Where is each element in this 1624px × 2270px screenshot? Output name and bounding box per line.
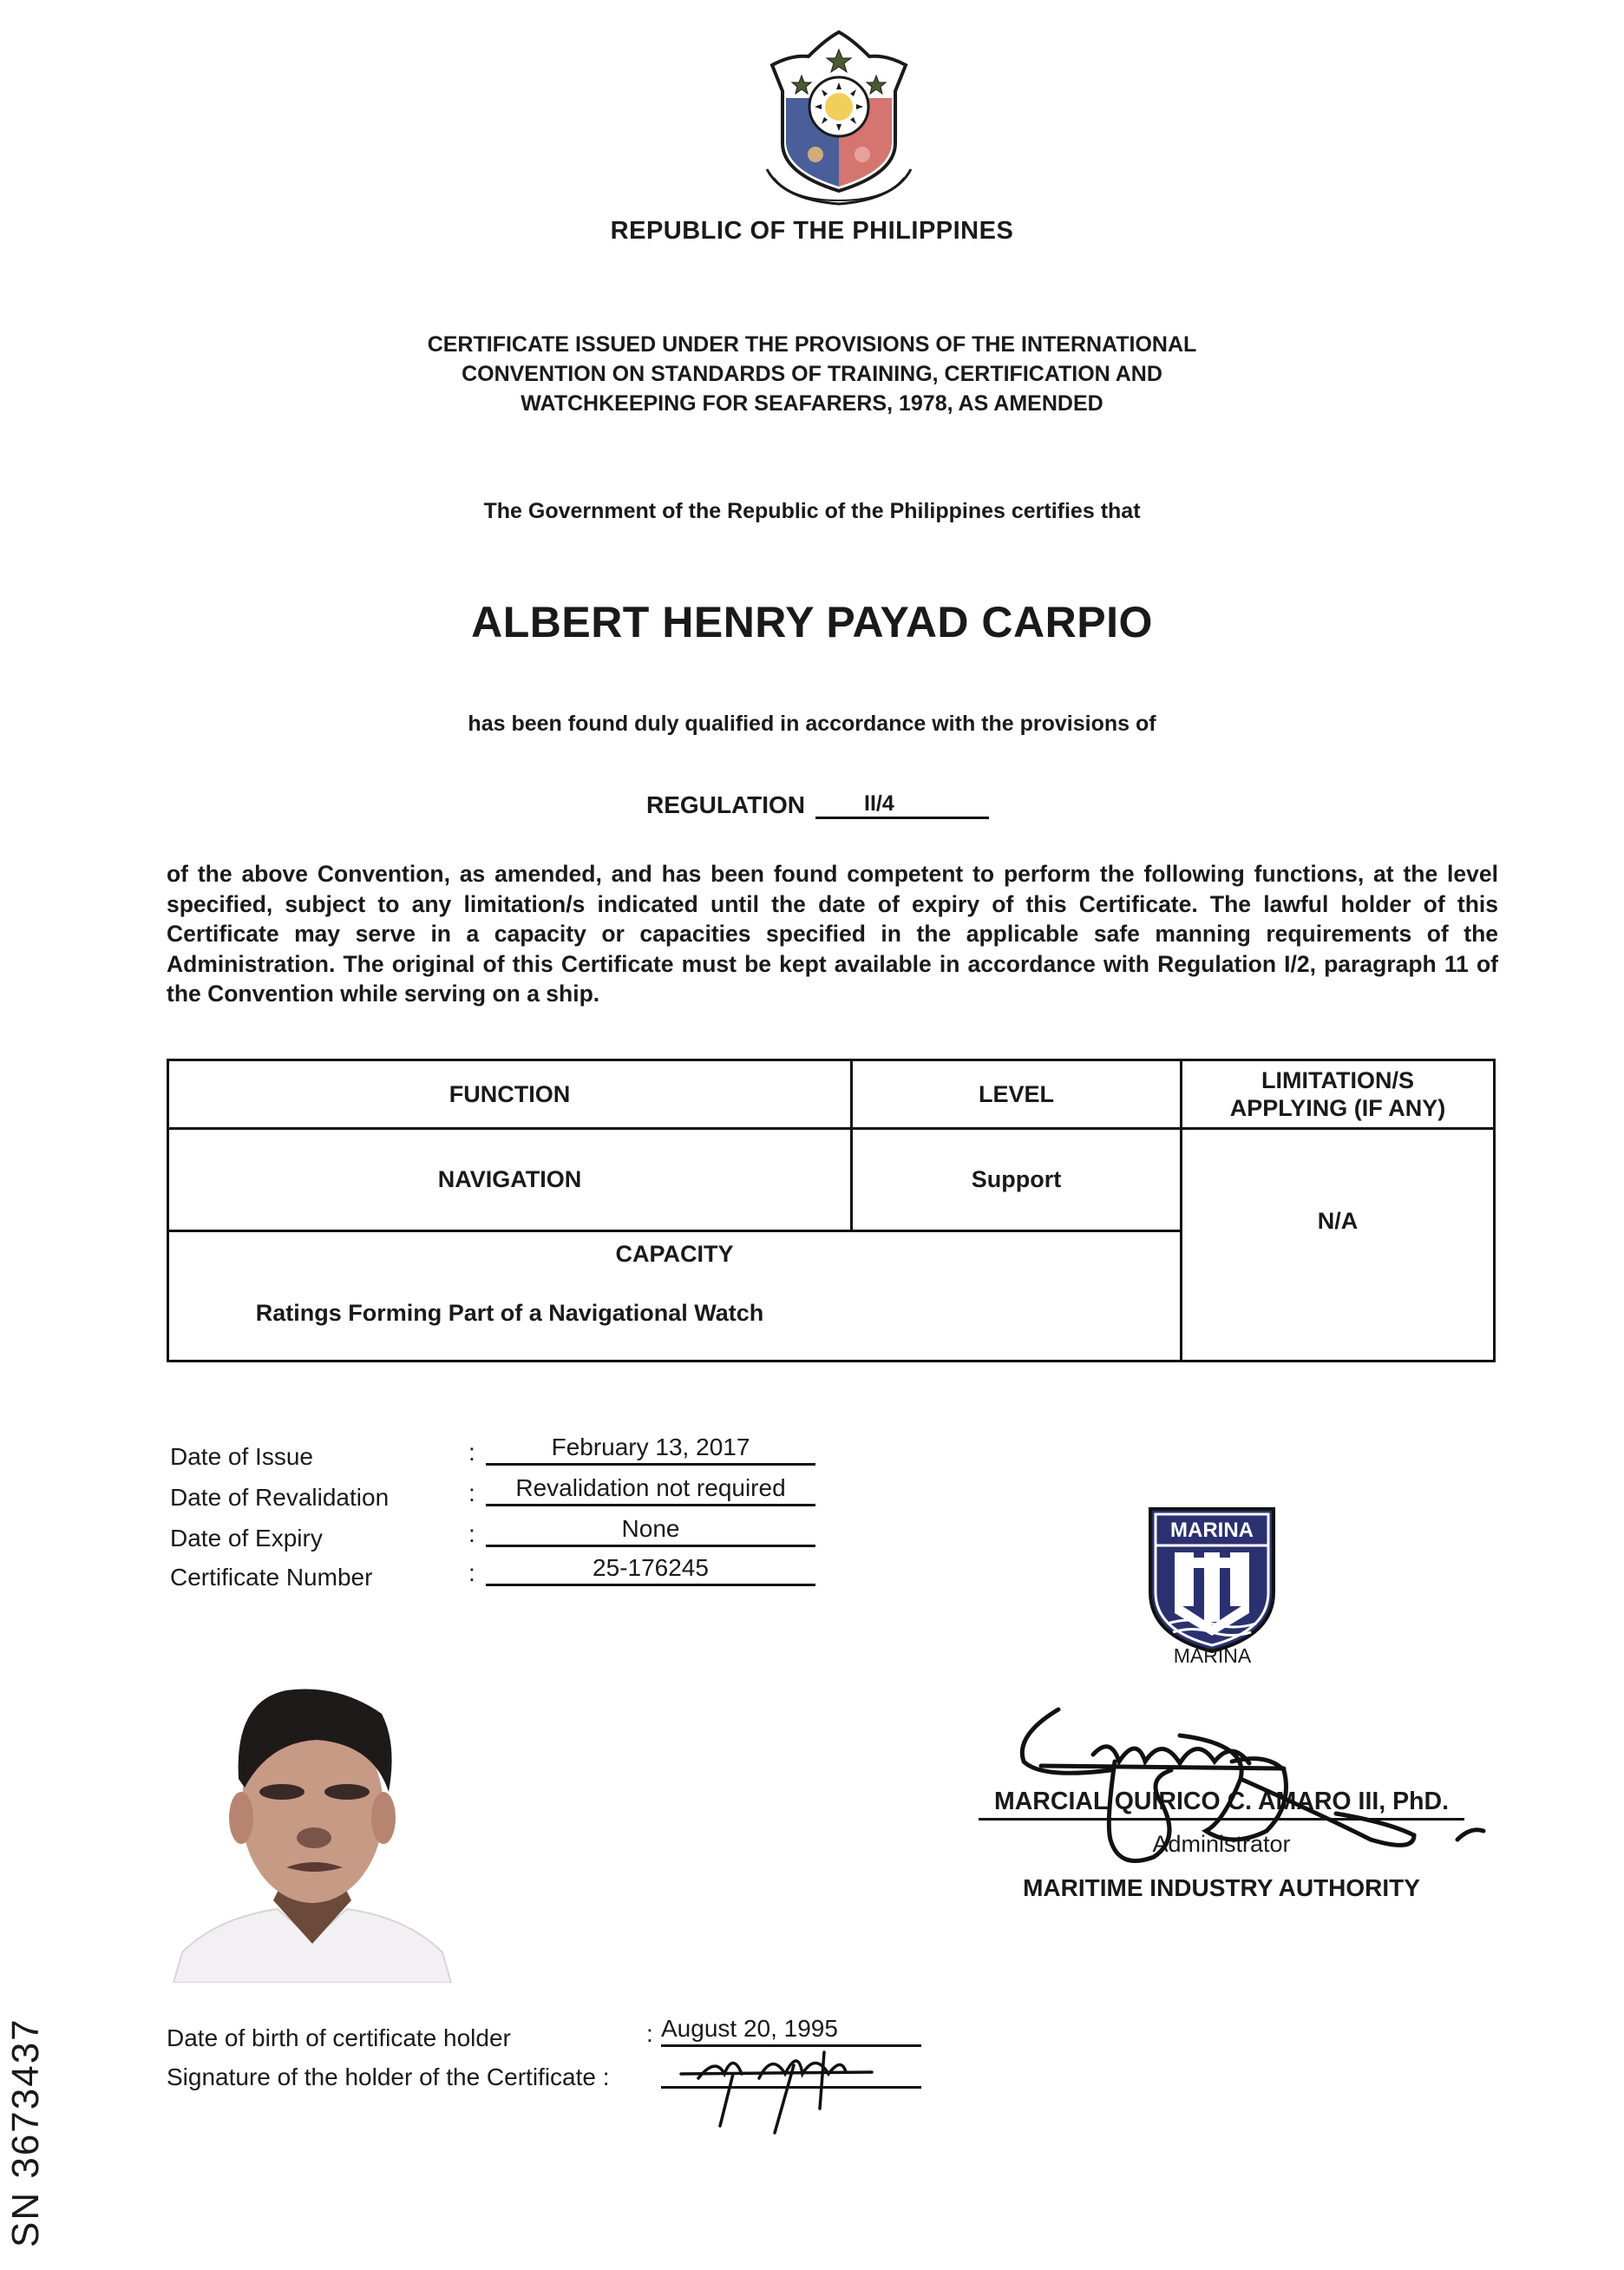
- country-heading: REPUBLIC OF THE PHILIPPINES: [610, 217, 1014, 245]
- philippine-coat-of-arms-icon: [756, 30, 921, 208]
- convention-line: WATCHKEEPING FOR SEAFARERS, 1978, AS AMENDED: [521, 391, 1103, 416]
- dob-colon: :: [646, 2020, 653, 2047]
- cell-function: NAVIGATION: [437, 1166, 582, 1192]
- convention-line: CONVENTION ON STANDARDS OF TRAINING, CERTIFICATION AND: [462, 362, 1162, 386]
- signatory-organization: MARITIME INDUSTRY AUTHORITY: [1023, 1874, 1420, 1901]
- header-limitations: [1182, 1061, 1493, 1127]
- table-divider: [169, 1230, 1182, 1232]
- holder-name: ALBERT HENRY PAYAD CARPIO: [471, 598, 1153, 646]
- detail-colon: :: [468, 1439, 475, 1466]
- function-table: [167, 1059, 1496, 1362]
- dob-label: Date of birth of certificate holder: [167, 2024, 511, 2051]
- marina-logo-text: MARINA: [1170, 1519, 1254, 1542]
- signatory-title: Administrator: [1152, 1831, 1291, 1857]
- convention-line: CERTIFICATE ISSUED UNDER THE PROVISIONS OF THE INTERNATIONAL: [427, 332, 1197, 357]
- cell-limitations: N/A: [1317, 1207, 1359, 1234]
- serial-number: SN 3673437: [4, 2017, 47, 2247]
- detail-colon: :: [468, 1479, 475, 1506]
- competency-paragraph: of the above Convention, as amended, and has been found competent to perform the following functions, at the level specified, subject to any limitation/s indicated until the date of expiry of this Certificate. The lawful holder of this Certificate may serve in a capacity or capacities specified in the applicable safe manning requirements of the Administration. The original of this Certificate must be kept available in accordance with Regulation I/2, paragraph 11 of the Convention while serving on a ship.: [167, 861, 1498, 1007]
- convention-heading: [347, 330, 1277, 418]
- regulation-label: REGULATION: [646, 791, 806, 818]
- detail-label: Certificate Number: [170, 1564, 373, 1591]
- detail-label: Date of Revalidation: [170, 1484, 390, 1511]
- cell-level: Support: [971, 1166, 1062, 1192]
- holder-signature-label: Signature of the holder of the Certificate :: [167, 2063, 610, 2090]
- header-level: LEVEL: [978, 1080, 1054, 1107]
- header-limitations-line: APPLYING (IF ANY): [1229, 1095, 1446, 1121]
- detail-label: Date of Issue: [170, 1443, 313, 1470]
- qualified-statement: has been found duly qualified in accordance with the provisions of: [468, 712, 1156, 736]
- marina-caption: MARINA: [1173, 1644, 1252, 1667]
- signatory-name: MARCIAL QUIRICO C. AMARO III, PhD.: [979, 1788, 1464, 1821]
- regulation-value: II/4: [815, 791, 989, 819]
- regulation: [646, 791, 989, 819]
- marina-anchor-shield-icon: [1147, 1506, 1277, 1653]
- administrator-signature: [1006, 1701, 1492, 1892]
- header-function: FUNCTION: [449, 1080, 571, 1107]
- dob-value: August 20, 1995: [661, 2015, 921, 2047]
- holder-signature: [672, 2039, 881, 2135]
- holder-photo: [165, 1640, 460, 1983]
- detail-label: Date of Expiry: [170, 1525, 323, 1552]
- date-of-revalidation-value: Revalidation not required: [486, 1474, 815, 1506]
- detail-colon: :: [468, 1520, 475, 1547]
- certificate-number-value: 25-176245: [486, 1554, 815, 1586]
- certifies-statement: The Government of the Republic of the Philippines certifies that: [483, 499, 1141, 523]
- date-of-expiry-value: None: [486, 1515, 815, 1547]
- detail-colon: :: [468, 1559, 475, 1586]
- capacity-value: Ratings Forming Part of a Navigational Watch: [255, 1299, 764, 1326]
- capacity-label: CAPACITY: [615, 1240, 734, 1267]
- date-of-issue-value: February 13, 2017: [486, 1434, 815, 1466]
- header-limitations-line: LIMITATION/S: [1261, 1067, 1414, 1093]
